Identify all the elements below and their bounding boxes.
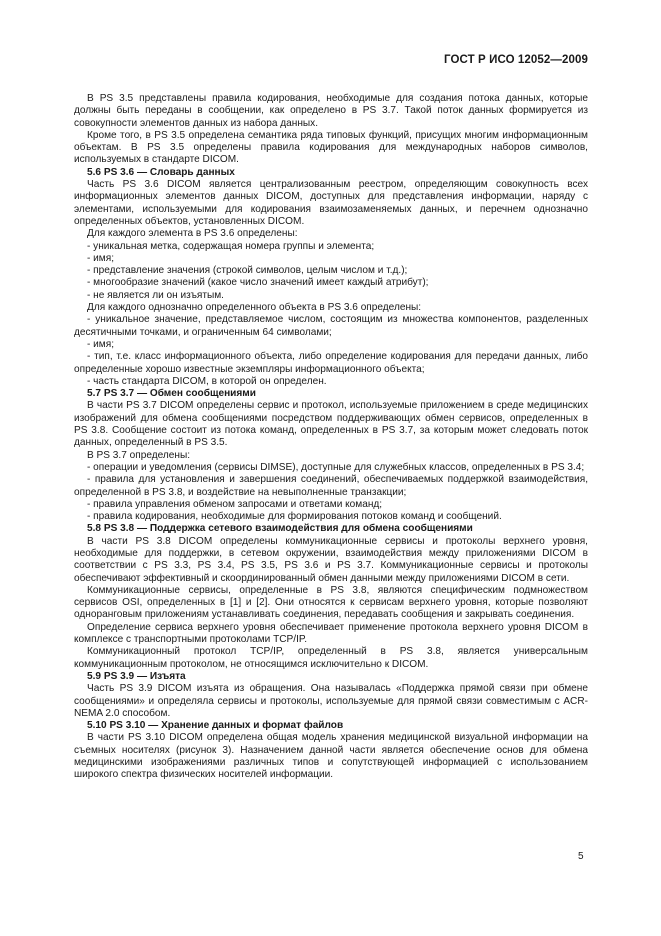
paragraph: - представление значения (строкой символов, целым числом и т.д.); [87, 265, 408, 277]
section-heading: 5.10 PS 3.10 — Хранение данных и формат файлов [87, 720, 344, 732]
paragraph: Определение сервиса верхнего уровня обеспечивает применение протокола верхнего уровня DICOM в комплексе с транспортными протоколами TCP/IP. [74, 621, 588, 646]
paragraph: - часть стандарта DICOM, в которой он определен. [87, 375, 327, 387]
paragraph: В части PS 3.8 DICOM определены коммуникационные сервисы и протоколы верхнего уровня, необходимые для поддержки, в сетевом окружении, взаимодействия между приложениями DICOM в соответствии с PS 3.3, PS 3.4, PS 3.5, PS 3.6 и PS 3.7. Коммуникационные сервисы и протоколы обеспечивают эффективный и скоординированный обмен данными между приложениями DICOM в сети. [74, 535, 588, 584]
paragraph: - операции и уведомления (сервисы DIMSE), доступные для служебных классов, определенных в PS 3.4; [87, 461, 585, 473]
paragraph: - правила управления обменом запросами и ответами команд; [87, 498, 383, 510]
section-heading: 5.9 PS 3.9 — Изъята [87, 670, 186, 682]
paragraph: В части PS 3.10 DICOM определена общая модель хранения медицинской визуальной информации на съемных носителях (рисунок 3). Назначением данной части является обеспечение основ для обмена медицинскими изображениями различных типов и сопутствующей информацией с использованием широкого спектра физических носителей информации. [74, 732, 588, 781]
page-number: 5 [578, 851, 584, 862]
document-body [74, 93, 588, 782]
paragraph: Для каждого элемента в PS 3.6 определены: [87, 228, 298, 240]
paragraph: - имя; [87, 338, 115, 350]
paragraph: - правила для установления и завершения соединений, обеспечиваемых поддержкой взаимодействия, определенной в PS 3.8, и воздействие на невыполненные транзакции; [74, 474, 588, 498]
paragraph: Часть PS 3.9 DICOM изъята из обращения. Она называлась «Поддержка прямой связи при обмене сообщениями» и определяла сервисы и протоколы, используемые для прямой связи совместимым с ACR-NEMA 2.0 способом. [74, 683, 588, 719]
paragraph: В PS 3.5 представлены правила кодирования, необходимые для создания потока данных, которые должны быть переданы в сообщении, как определено в PS 3.7. Такой поток данных формируется из совокупности элементов данных из набора данных. [74, 93, 588, 129]
paragraph: - многообразие значений (какое число значений имеет каждый атрибут); [87, 277, 429, 289]
paragraph: - не является ли он изъятым. [87, 289, 224, 301]
paragraph: - правила кодирования, необходимые для формирования потоков команд и сообщений. [87, 511, 502, 523]
paragraph: В части PS 3.7 DICOM определены сервис и протокол, используемые приложением в среде медицинских изображений для обмена сообщениями посредством поддерживающих обмен сервисов, определенных в PS 3.8. Сообщение состоит из потока команд, определенных в PS 3.7, за которым может следовать поток данных, определенный в PS 3.5. [74, 400, 588, 449]
section-heading: 5.6 PS 3.6 — Словарь данных [87, 166, 235, 178]
paragraph: - имя; [87, 252, 115, 264]
paragraph: Для каждого однозначно определенного объекта в PS 3.6 определены: [87, 302, 422, 314]
paragraph: Коммуникационные сервисы, определенные в PS 3.8, являются специфическим подмножеством сервисов OSI, определенных в [1] и [2]. Они относятся к сервисам верхнего уровня, которые позволяют одноранговым приложениям устанавливать соединения, передавать сообщения и закрывать соединения. [74, 584, 588, 621]
section-heading: 5.7 PS 3.7 — Обмен сообщениями [87, 388, 256, 400]
section-heading: 5.8 PS 3.8 — Поддержка сетевого взаимодействия для обмена сообщениями [87, 523, 473, 535]
paragraph: - уникальная метка, содержащая номера группы и элемента; [87, 240, 375, 252]
paragraph: Кроме того, в PS 3.5 определена семантика ряда типовых функций, присущих многим информационным объектам. В PS 3.5 определены правила кодирования для международных наборов символов, используемых в стандарте DICOM. [74, 129, 588, 166]
paragraph: - тип, т.е. класс информационного объекта, либо определение кодирования для передачи данных, либо определенные хорошо известные экземпляры информационного объекта; [74, 351, 588, 375]
paragraph: В PS 3.7 определены: [87, 449, 191, 461]
document-id-header: ГОСТ Р ИСО 12052—2009 [443, 54, 588, 66]
paragraph: Коммуникационный протокол TCP/IP, определенный в PS 3.8, является универсальным коммуникационным протоколом, не относящимся исключительно к DICOM. [74, 646, 588, 670]
paragraph: - уникальное значение, представляемое числом, состоящим из множества компонентов, разделенных десятичными точками, и ограниченным 64 символами; [74, 314, 588, 338]
paragraph: Часть PS 3.6 DICOM является централизованным реестром, определяющим совокупность всех информационных элементов данных DICOM, доступных для представления информации, наряду с элементами, используемыми для кодирования взаимозаменяемых данных, и перечнем однозначно определенных объектов, установленных DICOM. [74, 179, 588, 227]
